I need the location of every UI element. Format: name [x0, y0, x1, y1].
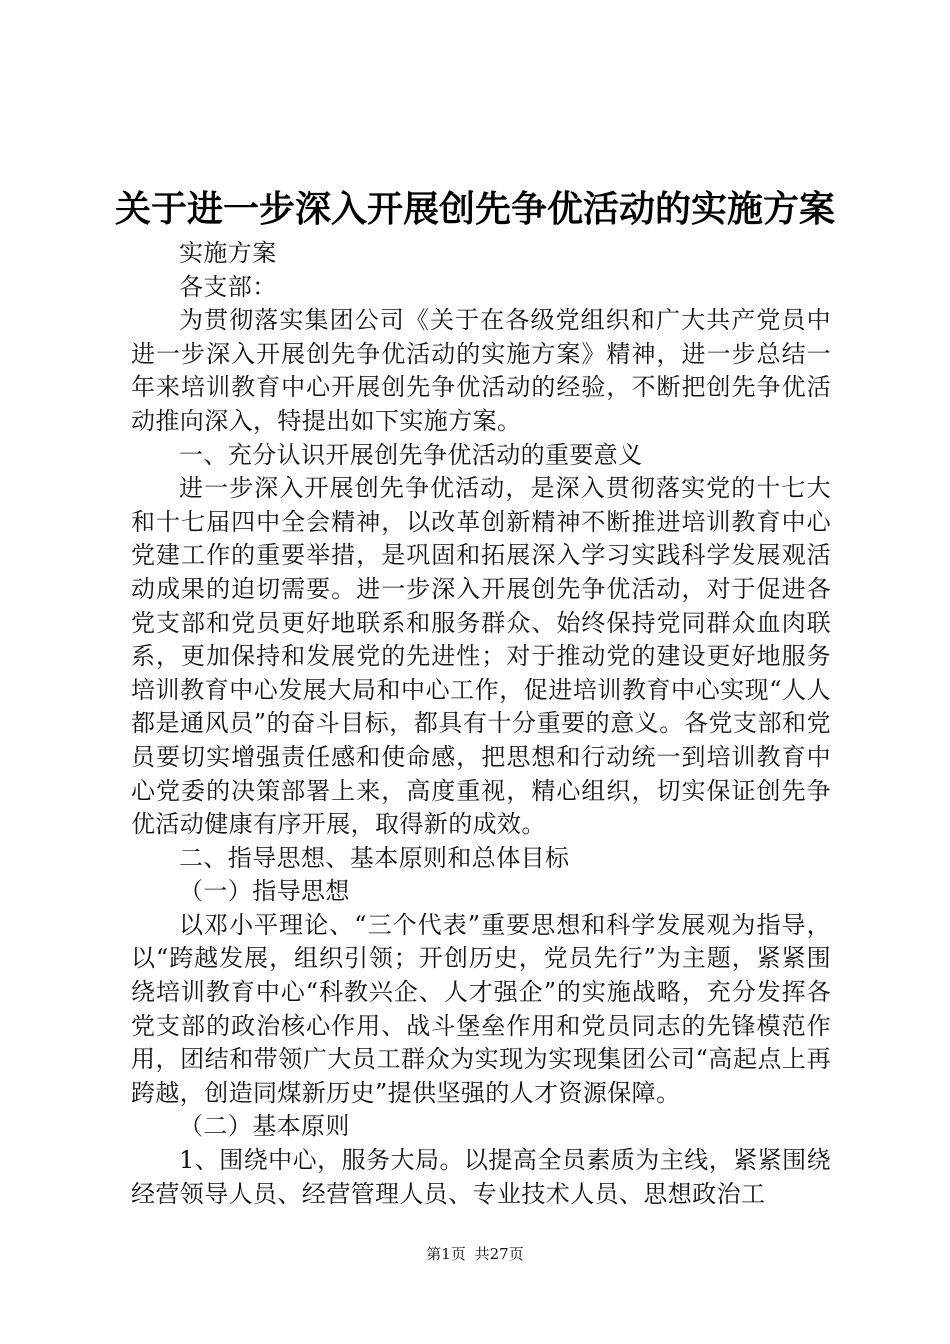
subsection-heading-principles: （二）基本原则: [179, 1112, 350, 1141]
subsection-heading-guiding: （一）指导思想: [179, 877, 350, 906]
document-body: [131, 237, 831, 1211]
page-total: 共27页: [474, 1245, 524, 1263]
paragraph-principle-1: 1、围绕中心，服务大局。以提高全员素质为主线，紧紧围绕经营领导人员、经营管理人员、专业技术人员、思想政治工: [131, 1146, 831, 1208]
paragraph-doc-type: 实施方案: [179, 239, 277, 267]
paragraph-guiding: 以邓小平理论、“三个代表”重要思想和科学发展观为指导，以“跨越发展，组织引领；开创历史，党员先行”为主题，紧紧围绕培训教育中心“科教兴企、人才强企”的实施战略，充分发挥各党支部的政治核心作用、战斗堡垒作用和党员同志的先锋模范作用，团结和带领广大员工群众为实现为实现集团公司“高起点上再跨越，创造同煤新历史”提供坚强的人才资源保障。: [131, 910, 831, 1107]
section-heading-1: 一、充分认识开展创先争优活动的重要意义: [179, 440, 643, 469]
document-title: 关于进一步深入开展创先争优活动的实施方案: [114, 189, 835, 230]
page-footer: [0, 1244, 950, 1264]
paragraph-significance: 进一步深入开展创先争优活动，是深入贯彻落实党的十七大和十七届四中全会精神，以改革创新精神不断推进培训教育中心党建工作的重要举措，是巩固和拓展深入学习实践科学发展观活动成果的迫切需要。进一步深入开展创先争优活动，对于促进各党支部和党员更好地联系和服务群众、始终保持党同群众血肉联系，更加保持和发展党的先进性；对于推动党的建设更好地服务培训教育中心发展大局和中心工作，促进培训教育中心实现“人人都是通风员”的奋斗目标，都具有十分重要的意义。各党支部和党员要切实增强责任感和使命感，把思想和行动统一到培训教育中心党委的决策部署上来，高度重视，精心组织，切实保证创先争优活动健康有序开展，取得新的成效。: [131, 474, 831, 839]
section-heading-2: 二、指导思想、基本原则和总体目标: [179, 843, 570, 872]
paragraph-intro: 为贯彻落实集团公司《关于在各级党组织和广大共产党员中进一步深入开展创先争优活动的实施方案》精神，进一步总结一年来培训教育中心开展创先争优活动的经验，不断把创先争优活动推向深入，特提出如下实施方案。: [131, 306, 831, 435]
paragraph-salutation: 各支部：: [179, 272, 277, 301]
page-number: 第1页: [426, 1245, 466, 1263]
